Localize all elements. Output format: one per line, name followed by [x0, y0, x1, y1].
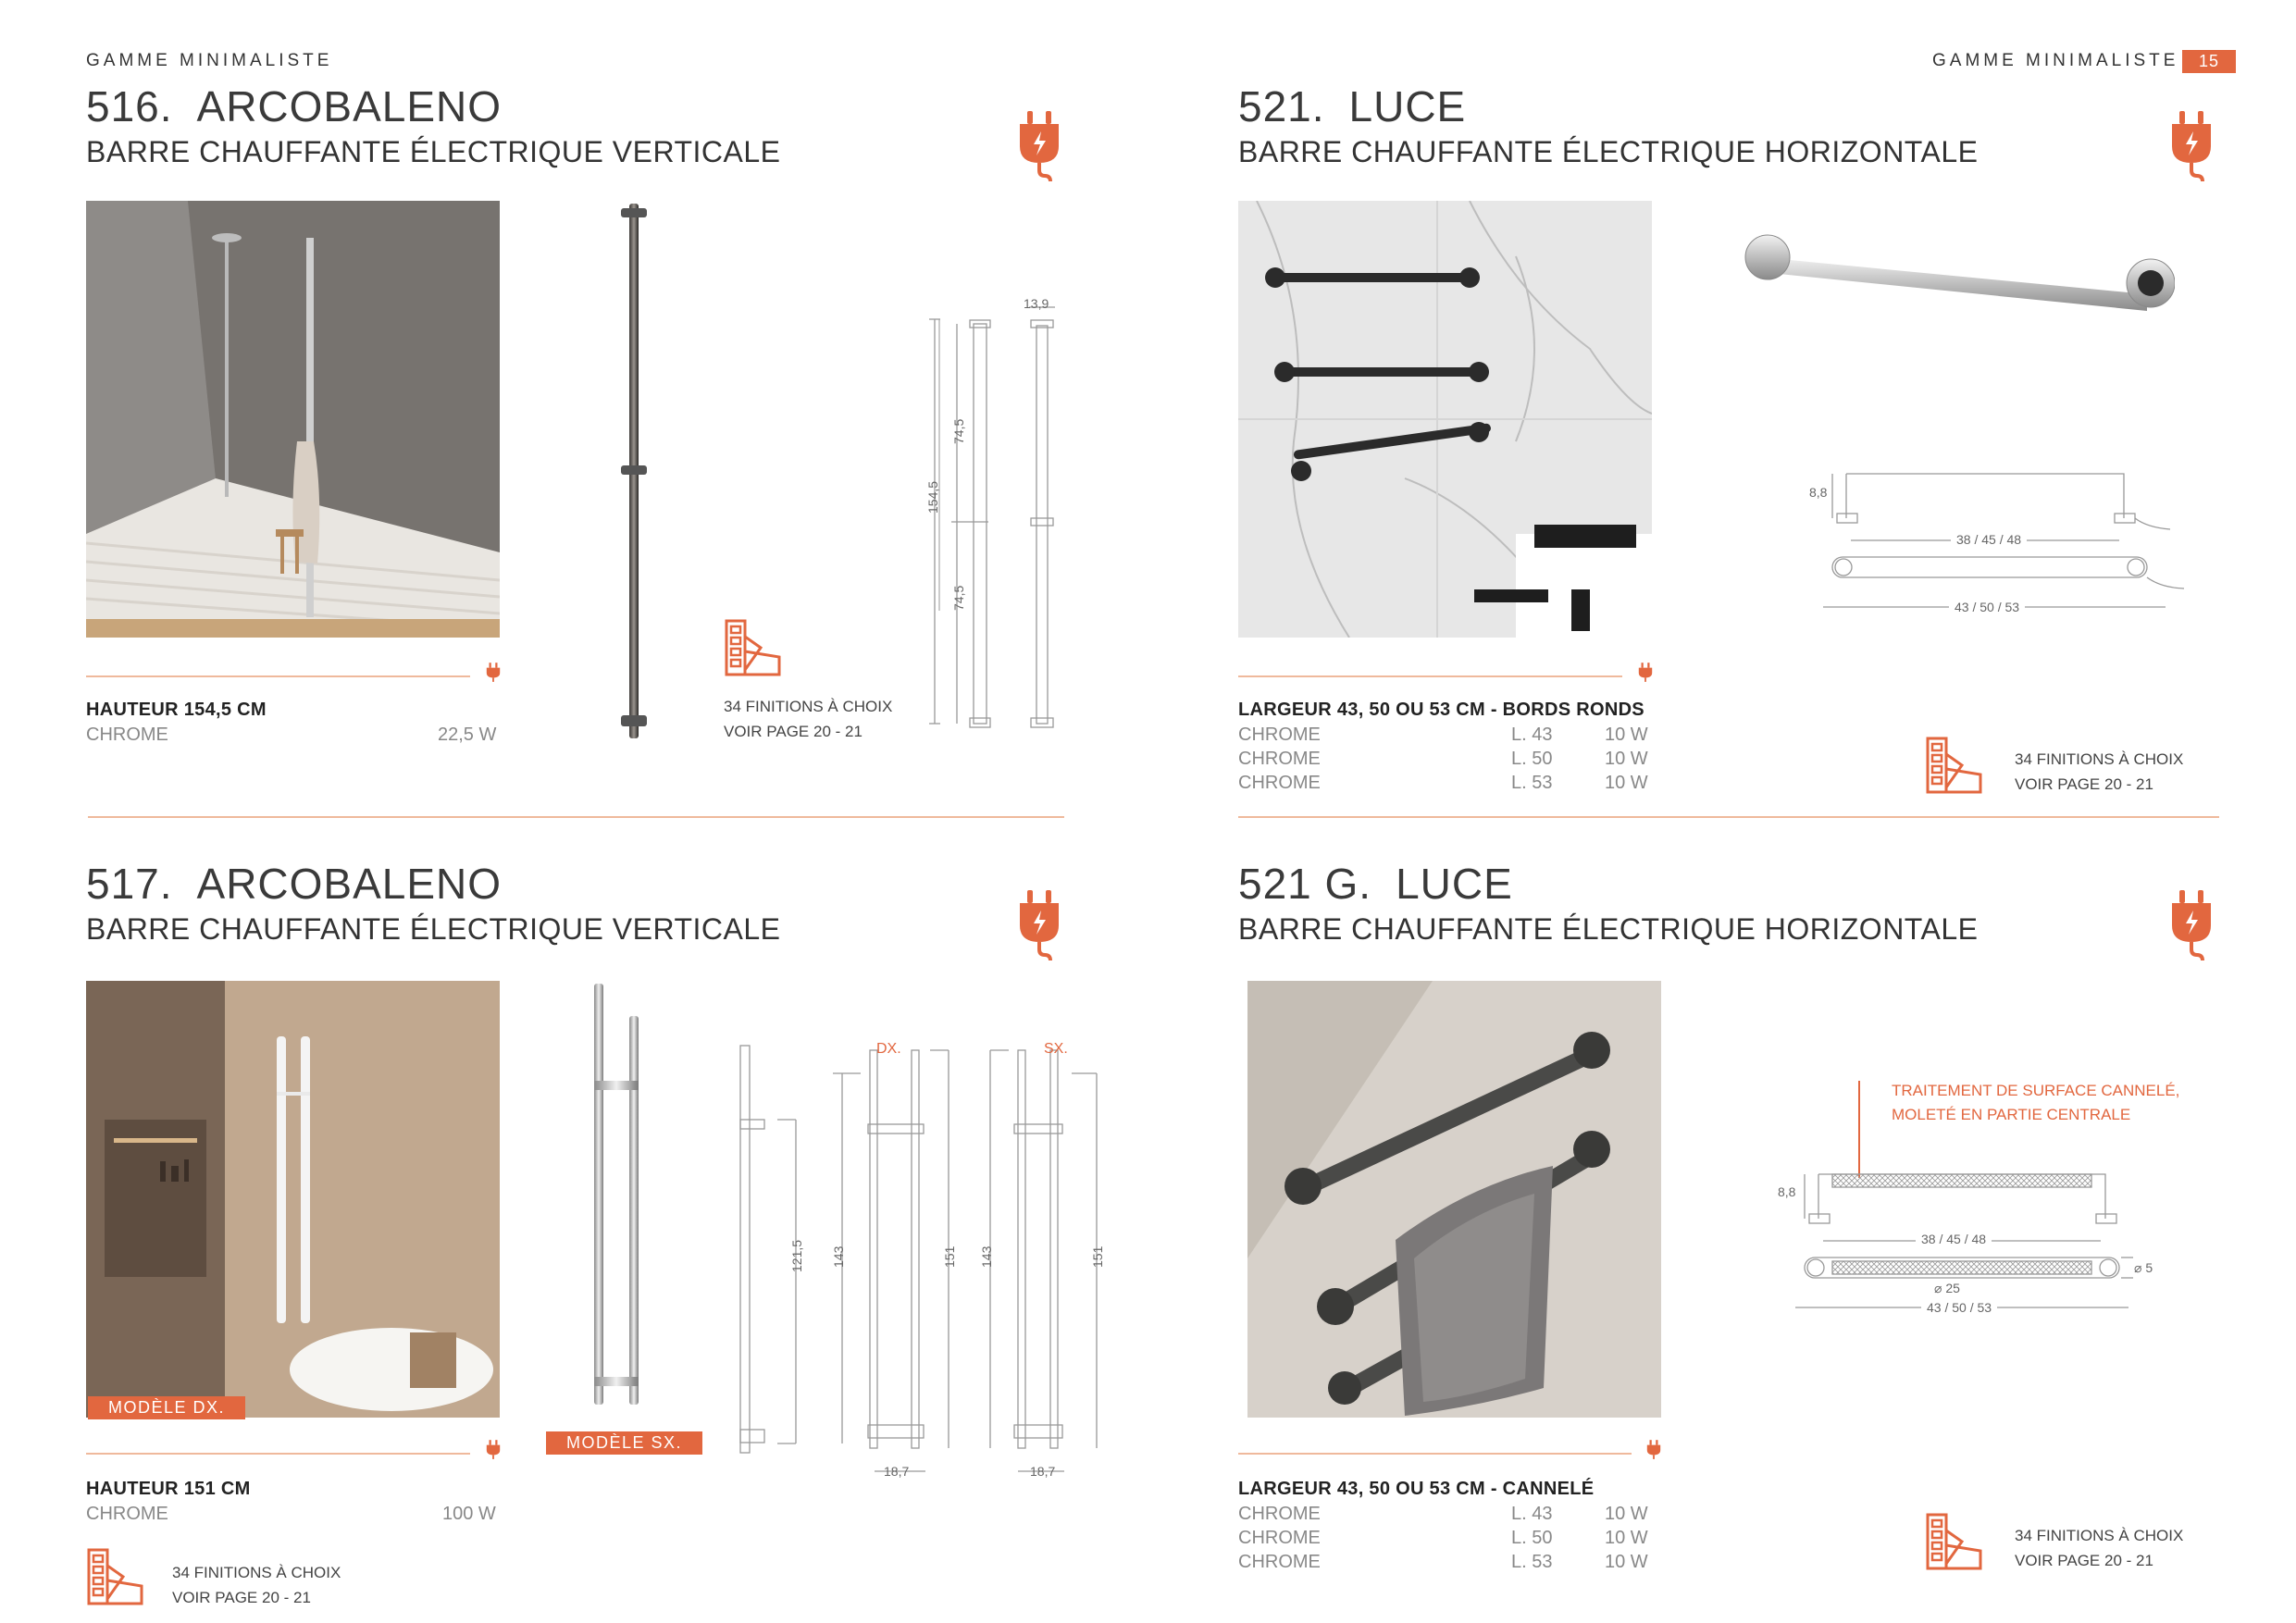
spec-power: 10 W	[1605, 1504, 1648, 1524]
note-line: TRAITEMENT DE SURFACE CANNELÉ,	[1892, 1082, 2180, 1099]
product-number: 521.	[1238, 82, 1325, 130]
finishes-count: 34 FINITIONS À CHOIX	[2015, 1527, 2184, 1544]
dim-w1: 18,7	[884, 1464, 910, 1479]
spec-length: L. 50	[1511, 749, 1553, 769]
dim-h2: 143	[831, 1245, 846, 1268]
spec-title: HAUTEUR 154,5 CM	[86, 700, 267, 720]
spec-finish: CHROME	[1238, 1552, 1321, 1572]
divider	[1238, 675, 1622, 677]
spec-finish: CHROME	[1238, 773, 1321, 793]
dim-top: 74,5	[951, 418, 966, 444]
spec-title: HAUTEUR 151 CM	[86, 1479, 251, 1499]
divider	[86, 675, 470, 677]
page-number: 15	[2182, 50, 2236, 73]
spec-finish: CHROME	[86, 725, 168, 745]
electric-plug-icon	[1645, 1440, 1662, 1460]
dimension-lines	[925, 296, 1083, 736]
spec-power: 10 W	[1605, 1528, 1648, 1548]
spec-power: 10 W	[1605, 773, 1648, 793]
spec-power: 100 W	[442, 1504, 496, 1524]
dim-inner: 38 / 45 / 48	[1951, 532, 2027, 547]
dim-dia25: ⌀ 25	[1934, 1281, 1960, 1295]
product-title-516	[86, 81, 502, 131]
product-photo-521	[1238, 201, 1652, 638]
dim-outer: 43 / 50 / 53	[1921, 1300, 1997, 1315]
spec-length: L. 43	[1511, 725, 1553, 745]
spec-finish: CHROME	[1238, 725, 1321, 745]
product-photo-517	[86, 981, 500, 1418]
dim-h4: 143	[979, 1245, 994, 1268]
model-badge: MODÈLE DX.	[88, 1396, 245, 1419]
finishes-info	[2015, 747, 2183, 797]
spec-length: L. 43	[1511, 1504, 1553, 1524]
dim-w2: 18,7	[1030, 1464, 1056, 1479]
dim-h5: 151	[1090, 1245, 1105, 1268]
product-render-516	[611, 199, 657, 745]
color-swatch-icon	[1925, 1512, 1984, 1571]
finishes-info	[724, 694, 892, 744]
running-header-right: GAMME MINIMALISTE	[1932, 51, 2179, 70]
product-render-521	[1740, 220, 2175, 322]
finishes-info	[2015, 1523, 2183, 1573]
spec-power: 10 W	[1605, 1552, 1648, 1572]
finishes-page-ref: VOIR PAGE 20 - 21	[2015, 775, 2153, 793]
dim-inner: 38 / 45 / 48	[1916, 1232, 1992, 1246]
product-number: 516.	[86, 82, 173, 130]
dim-dx: DX.	[876, 1041, 901, 1057]
product-photo-516	[86, 201, 500, 638]
dim-bottom: 74,5	[951, 585, 966, 611]
divider	[1238, 1453, 1632, 1455]
color-swatch-icon	[86, 1547, 145, 1606]
product-name: LUCE	[1348, 82, 1467, 130]
surface-note	[1892, 1079, 2179, 1127]
electric-plug-icon	[1637, 663, 1654, 683]
spec-title: LARGEUR 43, 50 OU 53 CM - CANNELÉ	[1238, 1479, 1595, 1499]
dim-h1: 121,5	[789, 1239, 804, 1272]
product-subtitle: BARRE CHAUFFANTE ÉLECTRIQUE HORIZONTALE	[1238, 135, 1979, 168]
product-title-521	[1238, 81, 1466, 131]
electric-plug-icon	[485, 663, 502, 683]
product-name: ARCOBALENO	[196, 82, 503, 130]
product-title-521g	[1238, 859, 1513, 909]
electric-plug-icon	[2168, 109, 2215, 183]
finishes-count: 34 FINITIONS À CHOIX	[2015, 750, 2184, 768]
finishes-count: 34 FINITIONS À CHOIX	[724, 698, 893, 715]
product-number: 521 G.	[1238, 860, 1372, 908]
electric-plug-icon	[1016, 888, 1062, 962]
product-name: LUCE	[1396, 860, 1513, 908]
divider	[86, 1453, 470, 1455]
note-line: MOLETÉ EN PARTIE CENTRALE	[1892, 1106, 2131, 1123]
finishes-page-ref: VOIR PAGE 20 - 21	[172, 1589, 311, 1606]
model-badge: MODÈLE SX.	[546, 1431, 702, 1455]
spec-length: L. 50	[1511, 1528, 1553, 1548]
spec-length: L. 53	[1511, 1552, 1553, 1572]
dim-dia5: ⌀ 5	[2134, 1260, 2153, 1275]
section-divider	[88, 816, 1064, 818]
electric-plug-icon	[485, 1440, 502, 1460]
product-subtitle: BARRE CHAUFFANTE ÉLECTRIQUE VERTICALE	[86, 912, 781, 946]
finishes-count: 34 FINITIONS À CHOIX	[172, 1564, 341, 1581]
product-subtitle: BARRE CHAUFFANTE ÉLECTRIQUE VERTICALE	[86, 135, 781, 168]
spec-finish: CHROME	[1238, 749, 1321, 769]
dim-width: 13,9	[1024, 296, 1049, 311]
spec-power: 22,5 W	[438, 725, 497, 745]
section-divider	[1238, 816, 2219, 818]
product-name: ARCOBALENO	[196, 860, 503, 908]
product-photo-521g	[1247, 981, 1661, 1418]
dim-outer: 43 / 50 / 53	[1949, 600, 2025, 614]
product-title-517	[86, 859, 502, 909]
color-swatch-icon	[724, 618, 783, 677]
dim-height: 8,8	[1809, 485, 1828, 500]
spec-power: 10 W	[1605, 749, 1648, 769]
spec-finish: CHROME	[1238, 1504, 1321, 1524]
running-header-left: GAMME MINIMALISTE	[86, 51, 333, 70]
product-render-517	[574, 979, 657, 1414]
finishes-page-ref: VOIR PAGE 20 - 21	[2015, 1552, 2153, 1569]
dim-height: 8,8	[1778, 1184, 1796, 1199]
spec-title: LARGEUR 43, 50 OU 53 CM - BORDS RONDS	[1238, 700, 1644, 720]
electric-plug-icon	[2168, 888, 2215, 962]
color-swatch-icon	[1925, 736, 1984, 795]
finishes-page-ref: VOIR PAGE 20 - 21	[724, 723, 863, 740]
spec-power: 10 W	[1605, 725, 1648, 745]
dim-h3: 151	[942, 1245, 957, 1268]
dim-total: 154,5	[925, 480, 940, 514]
finishes-info	[172, 1560, 341, 1610]
product-subtitle: BARRE CHAUFFANTE ÉLECTRIQUE HORIZONTALE	[1238, 912, 1979, 946]
spec-finish: CHROME	[86, 1504, 168, 1524]
spec-finish: CHROME	[1238, 1528, 1321, 1548]
dim-sx: SX.	[1044, 1041, 1068, 1057]
spec-length: L. 53	[1511, 773, 1553, 793]
electric-plug-icon	[1016, 109, 1062, 183]
product-number: 517.	[86, 860, 173, 908]
